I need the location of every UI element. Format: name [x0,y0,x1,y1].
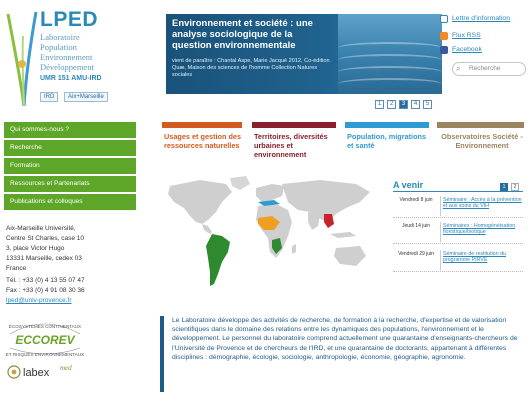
ecorev-name: ECCOREV [15,333,75,347]
ecorev-bottom-text: ET RISQUES ENVIRONNEMENTAUX [6,352,84,357]
nav-item-publications[interactable]: Publications et colloques [4,194,136,210]
description-accent-bar [160,316,164,392]
map-madagascar [292,244,296,254]
theme-tab-resources[interactable]: Usages et gestion des ressources naturelles [164,132,242,150]
rss-link[interactable]: Flux RSS [452,32,481,39]
phone: Tél. : +33 (0) 4 13 55 07 47 [6,277,85,284]
theme-bar-resources [162,122,242,128]
banner-page-1[interactable]: 1 [375,100,384,109]
banner-text: vient de paraître : Chantal Aspe, Marie Jacqué 2012, Co-édition Quæ, Maison des sciences de l'homme Collection Natures sociales [172,58,330,78]
fax: Fax : +33 (0) 4 91 08 30 36 [6,287,85,294]
logo-line: Environnement [40,52,93,62]
banner-page-3[interactable]: 3 [399,100,408,109]
agenda-link[interactable]: Séminaire : Accès à la prévention et aux soins du VIH [443,197,522,210]
logo-line: Population [40,42,77,52]
map-india [308,212,320,230]
agenda-item[interactable] [393,248,523,272]
map-australia [334,246,366,266]
banner-image [338,14,442,94]
search-input[interactable]: Recherche [452,62,526,76]
address-line: Aix-Marseille Université, [6,225,76,232]
theme-bar-observatories [437,122,524,128]
agenda-date: Jeudi 14 juin [401,223,431,229]
agenda-link[interactable]: Séminaire de restitution du programme PIRVE [443,251,507,264]
labex-med-text: med [60,364,72,372]
logo-line: Développement [40,62,94,72]
amu-logo[interactable]: Aix+Marseille [64,92,108,102]
envelope-icon [440,15,448,23]
rss-icon [440,32,448,40]
agenda-separator [440,250,441,270]
logo-line: Laboratoire [40,32,80,42]
map-south-america [206,234,230,286]
map-north-america [168,180,232,224]
labex-med-logo[interactable] [6,360,86,382]
agenda-date: Vendredi 29 juin [398,251,434,257]
theme-bar-population [345,122,429,128]
banner-title[interactable]: Environnement et société : une analyse sociologique de la question environnementale [172,18,313,51]
facebook-link[interactable]: Facebook [452,46,482,53]
theme-tab-territories[interactable]: Territoires, diversités urbaines et environnement [254,132,328,159]
address-line: 3, place Victor Hugo [6,245,65,252]
map-indonesia [330,232,356,238]
agenda-date: Vendredi 8 juin [399,197,433,203]
theme-tab-population[interactable]: Population, migrations et santé [347,132,427,150]
address-line: 13331 Marseille, cedex 03 [6,255,82,262]
nav-item-resources[interactable]: Ressources et Partenariats [4,176,136,192]
labex-text: labex [23,367,50,379]
logo-title: LPED [40,8,99,31]
agenda-link[interactable]: Séminaires : Homogénéisation floristique/biotique [443,223,516,236]
banner-page-2[interactable]: 2 [387,100,396,109]
map-europe [256,184,284,202]
address-line: France [6,265,27,272]
agenda-page-2[interactable]: 2 [511,183,519,191]
lab-description: Le Laboratoire développe des activités de recherche, de formation à la recherche, d'expertise et de valorisation scientifiques dans le domaine des relations entre les dynamiques des populations, l'environnement et le développement. Le personnel du laboratoire comprend actuellement une quarantaine d'enseignants-chercheurs de l'Université de Provence et de chercheurs de l'IRD, et une quarantaine de doctorants, appartenant à différentes disciplines : démographie, écologie, sociologie, anthropologie, économie, géographie, agronomie. [172,317,518,361]
banner-page-4[interactable]: 4 [411,100,420,109]
nav-item-training[interactable]: Formation [4,158,136,174]
map-central-america [202,224,212,234]
facebook-icon [440,46,448,54]
agenda-page-1[interactable]: 1 [500,183,508,191]
agenda-divider [393,191,523,192]
logo-umr: UMR 151 AMU-IRD [40,75,102,82]
logo-plant-icon [6,6,42,110]
agenda-title: A venir [393,180,424,190]
agenda-separator [440,222,441,242]
theme-bar-territories [252,122,336,128]
address-line: Centre St Charles, case 10 [6,235,85,242]
theme-tab-observatories[interactable]: Observatoires Société - Environnement [441,132,523,150]
agenda-separator [440,196,441,216]
agenda-item[interactable] [393,220,523,244]
ecorev-logo[interactable] [6,318,84,362]
nav-item-research[interactable]: Recherche [4,140,136,156]
search-icon: ⌕ [456,64,461,73]
email-link[interactable]: lped@univ-provence.fr [6,297,72,304]
banner-page-5[interactable]: 5 [423,100,432,109]
newsletter-link[interactable]: Lettre d'information [452,15,510,22]
ecorev-top-text: ÉCOSYSTÈMES CONTINENTAUX [8,324,82,329]
world-map[interactable] [160,176,378,292]
ird-logo[interactable]: IRD [40,92,58,102]
nav-item-about[interactable]: Qui sommes-nous ? [4,122,136,138]
map-greenland [230,176,250,190]
agenda-item[interactable] [393,194,523,218]
